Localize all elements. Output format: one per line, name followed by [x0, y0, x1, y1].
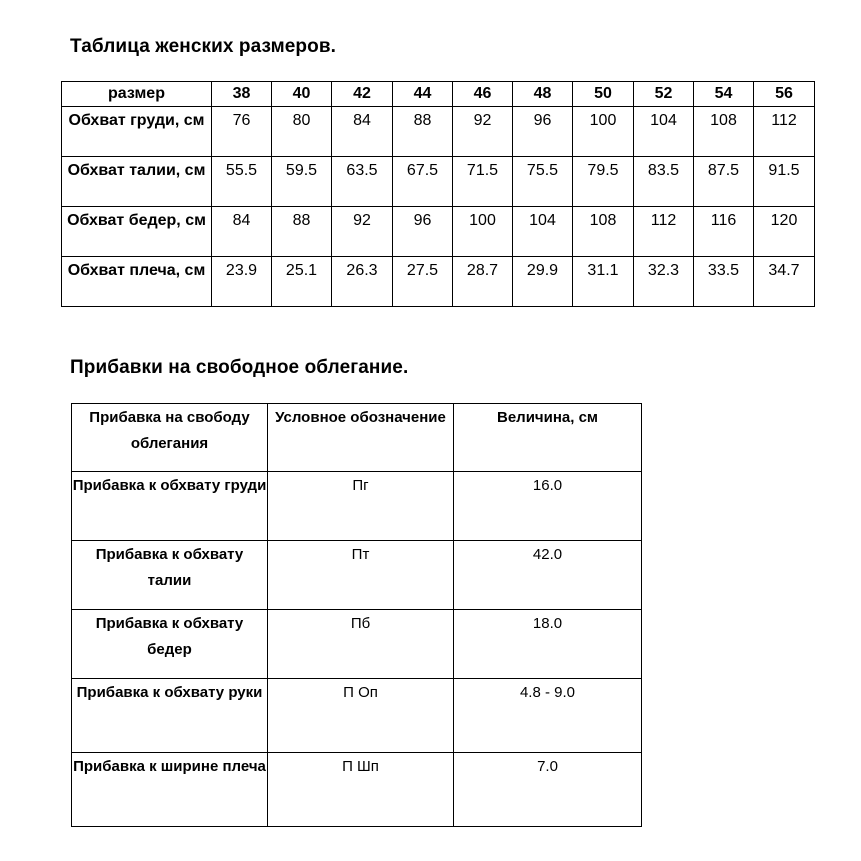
table-cell: 116: [694, 207, 754, 257]
size-header-cell: 52: [634, 82, 694, 107]
table-cell: 23.9: [212, 257, 272, 307]
allowance-name: Прибавка к обхвату руки: [72, 679, 268, 753]
table-row: [72, 472, 642, 541]
table-cell: 91.5: [754, 157, 815, 207]
table-cell: 104: [634, 107, 694, 157]
table-row: [72, 679, 642, 753]
allowance-value: 4.8 - 9.0: [454, 679, 642, 753]
table-cell: 96: [393, 207, 453, 257]
size-header-cell: 48: [513, 82, 573, 107]
table-cell: 67.5: [393, 157, 453, 207]
table-cell: 59.5: [272, 157, 332, 207]
table-cell: 27.5: [393, 257, 453, 307]
table-cell: 88: [393, 107, 453, 157]
table-cell: 92: [332, 207, 393, 257]
table-row: [72, 610, 642, 679]
table-cell: 112: [754, 107, 815, 157]
table-cell: 28.7: [453, 257, 513, 307]
table-cell: 26.3: [332, 257, 393, 307]
size-header-cell: 44: [393, 82, 453, 107]
table-row: [62, 157, 815, 207]
row-label: Обхват бедер, см: [62, 207, 212, 257]
allowance-symbol: Пб: [268, 610, 454, 679]
table-cell: 75.5: [513, 157, 573, 207]
allowance-value: 42.0: [454, 541, 642, 610]
table-cell: 84: [332, 107, 393, 157]
table-cell: 55.5: [212, 157, 272, 207]
allowance-symbol: П Шп: [268, 753, 454, 827]
size-header-cell: 56: [754, 82, 815, 107]
allowance-header-row: [72, 404, 642, 472]
row-label: Обхват плеча, см: [62, 257, 212, 307]
size-header-cell: 50: [573, 82, 634, 107]
table-row: [62, 207, 815, 257]
size-header-cell: 42: [332, 82, 393, 107]
row-label: Обхват груди, см: [62, 107, 212, 157]
size-header-cell: 38: [212, 82, 272, 107]
size-table: [61, 81, 815, 307]
size-header-row: [62, 82, 815, 107]
table-row: [72, 541, 642, 610]
allowance-value: 18.0: [454, 610, 642, 679]
table-cell: 100: [453, 207, 513, 257]
table-row: [62, 107, 815, 157]
table-cell: 83.5: [634, 157, 694, 207]
table-cell: 80: [272, 107, 332, 157]
allowance-table-title: Прибавки на свободное облегание.: [70, 357, 409, 378]
table-cell: 87.5: [694, 157, 754, 207]
table-cell: 31.1: [573, 257, 634, 307]
table-cell: 79.5: [573, 157, 634, 207]
table-cell: 104: [513, 207, 573, 257]
column-header: Величина, см: [454, 404, 642, 472]
table-cell: 63.5: [332, 157, 393, 207]
allowance-name: Прибавка к ширине плеча: [72, 753, 268, 827]
column-header: Прибавка на свободу облегания: [72, 404, 268, 472]
table-cell: 112: [634, 207, 694, 257]
table-cell: 120: [754, 207, 815, 257]
allowance-name: Прибавка к обхвату талии: [72, 541, 268, 610]
size-header-cell: 46: [453, 82, 513, 107]
size-table-title: Таблица женских размеров.: [70, 36, 337, 57]
table-cell: 100: [573, 107, 634, 157]
allowance-value: 7.0: [454, 753, 642, 827]
table-row: [72, 753, 642, 827]
allowance-table: [71, 403, 642, 827]
table-cell: 71.5: [453, 157, 513, 207]
table-cell: 33.5: [694, 257, 754, 307]
table-cell: 88: [272, 207, 332, 257]
size-header-cell: 40: [272, 82, 332, 107]
allowance-name: Прибавка к обхвату груди: [72, 472, 268, 541]
allowance-value: 16.0: [454, 472, 642, 541]
table-cell: 76: [212, 107, 272, 157]
table-cell: 25.1: [272, 257, 332, 307]
table-cell: 29.9: [513, 257, 573, 307]
allowance-symbol: Пг: [268, 472, 454, 541]
table-cell: 96: [513, 107, 573, 157]
allowance-name: Прибавка к обхвату бедер: [72, 610, 268, 679]
table-row: [62, 257, 815, 307]
size-header-cell: 54: [694, 82, 754, 107]
row-label: Обхват талии, см: [62, 157, 212, 207]
size-header-label: размер: [62, 82, 212, 107]
allowance-symbol: Пт: [268, 541, 454, 610]
table-cell: 84: [212, 207, 272, 257]
table-cell: 34.7: [754, 257, 815, 307]
table-cell: 92: [453, 107, 513, 157]
table-cell: 108: [694, 107, 754, 157]
column-header: Условное обозначение: [268, 404, 454, 472]
table-cell: 32.3: [634, 257, 694, 307]
allowance-symbol: П Оп: [268, 679, 454, 753]
table-cell: 108: [573, 207, 634, 257]
